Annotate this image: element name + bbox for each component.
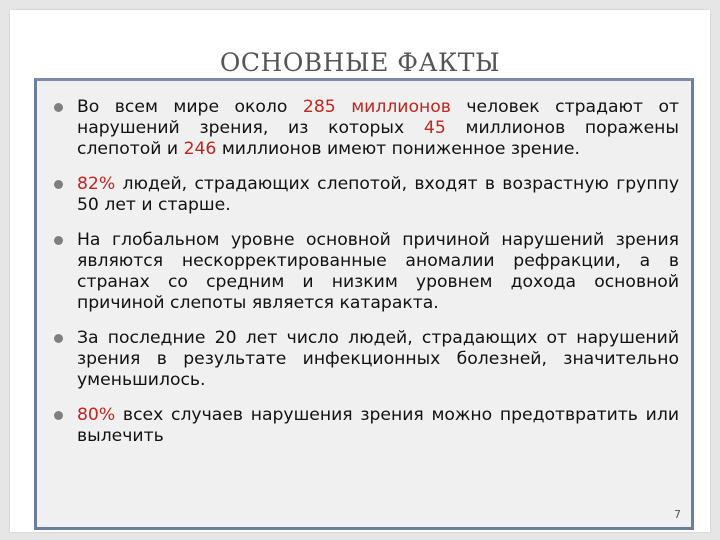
slide-header bbox=[10, 10, 710, 88]
bullet-text: Во всем мире около bbox=[77, 97, 303, 117]
bullet-item bbox=[37, 328, 691, 391]
slide bbox=[10, 10, 710, 532]
bullet-list bbox=[37, 97, 691, 461]
bullet-dot-icon bbox=[54, 180, 63, 189]
highlight-value: 82% bbox=[77, 174, 116, 194]
bullet-dot-icon bbox=[54, 236, 63, 245]
bullet-text: миллионов имеют пониженное зрение. bbox=[216, 139, 580, 159]
bullet-text: миллионов поражены слепотой и bbox=[77, 118, 679, 159]
bullet-text: человек страдают от нарушений зрения, из которых bbox=[77, 97, 679, 138]
bullet-item bbox=[37, 405, 691, 447]
bullet-dot-icon bbox=[54, 411, 63, 420]
content-box bbox=[34, 78, 694, 530]
bullet-item bbox=[37, 230, 691, 314]
highlight-value: 80% bbox=[77, 405, 116, 425]
page-number: 7 bbox=[674, 508, 681, 521]
bullet-item bbox=[37, 174, 691, 216]
highlight-value: 45 bbox=[423, 118, 446, 138]
bullet-text: всех случаев нарушения зрения можно предотвратить или вылечить bbox=[77, 405, 679, 446]
bullet-dot-icon bbox=[54, 334, 63, 343]
bullet-text: На глобальном уровне основной причиной нарушений зрения являются нескорректированные аномалии рефракции, а в странах со средним и низким уровнем дохода основной причиной слепоты является катаракта. bbox=[77, 230, 679, 313]
bullet-item bbox=[37, 97, 691, 160]
bullet-dot-icon bbox=[54, 103, 63, 112]
slide-title: ОСНОВНЫЕ ФАКТЫ bbox=[219, 48, 501, 77]
bullet-text: людей, страдающих слепотой, входят в возрастную группу 50 лет и старше. bbox=[77, 174, 679, 215]
highlight-value: 246 bbox=[183, 139, 217, 159]
bullet-text: За последние 20 лет число людей, страдающих от нарушений зрения в результате инфекционных болезней, значительно уменьшилось. bbox=[77, 328, 679, 390]
highlight-value: 285 миллионов bbox=[302, 97, 451, 117]
